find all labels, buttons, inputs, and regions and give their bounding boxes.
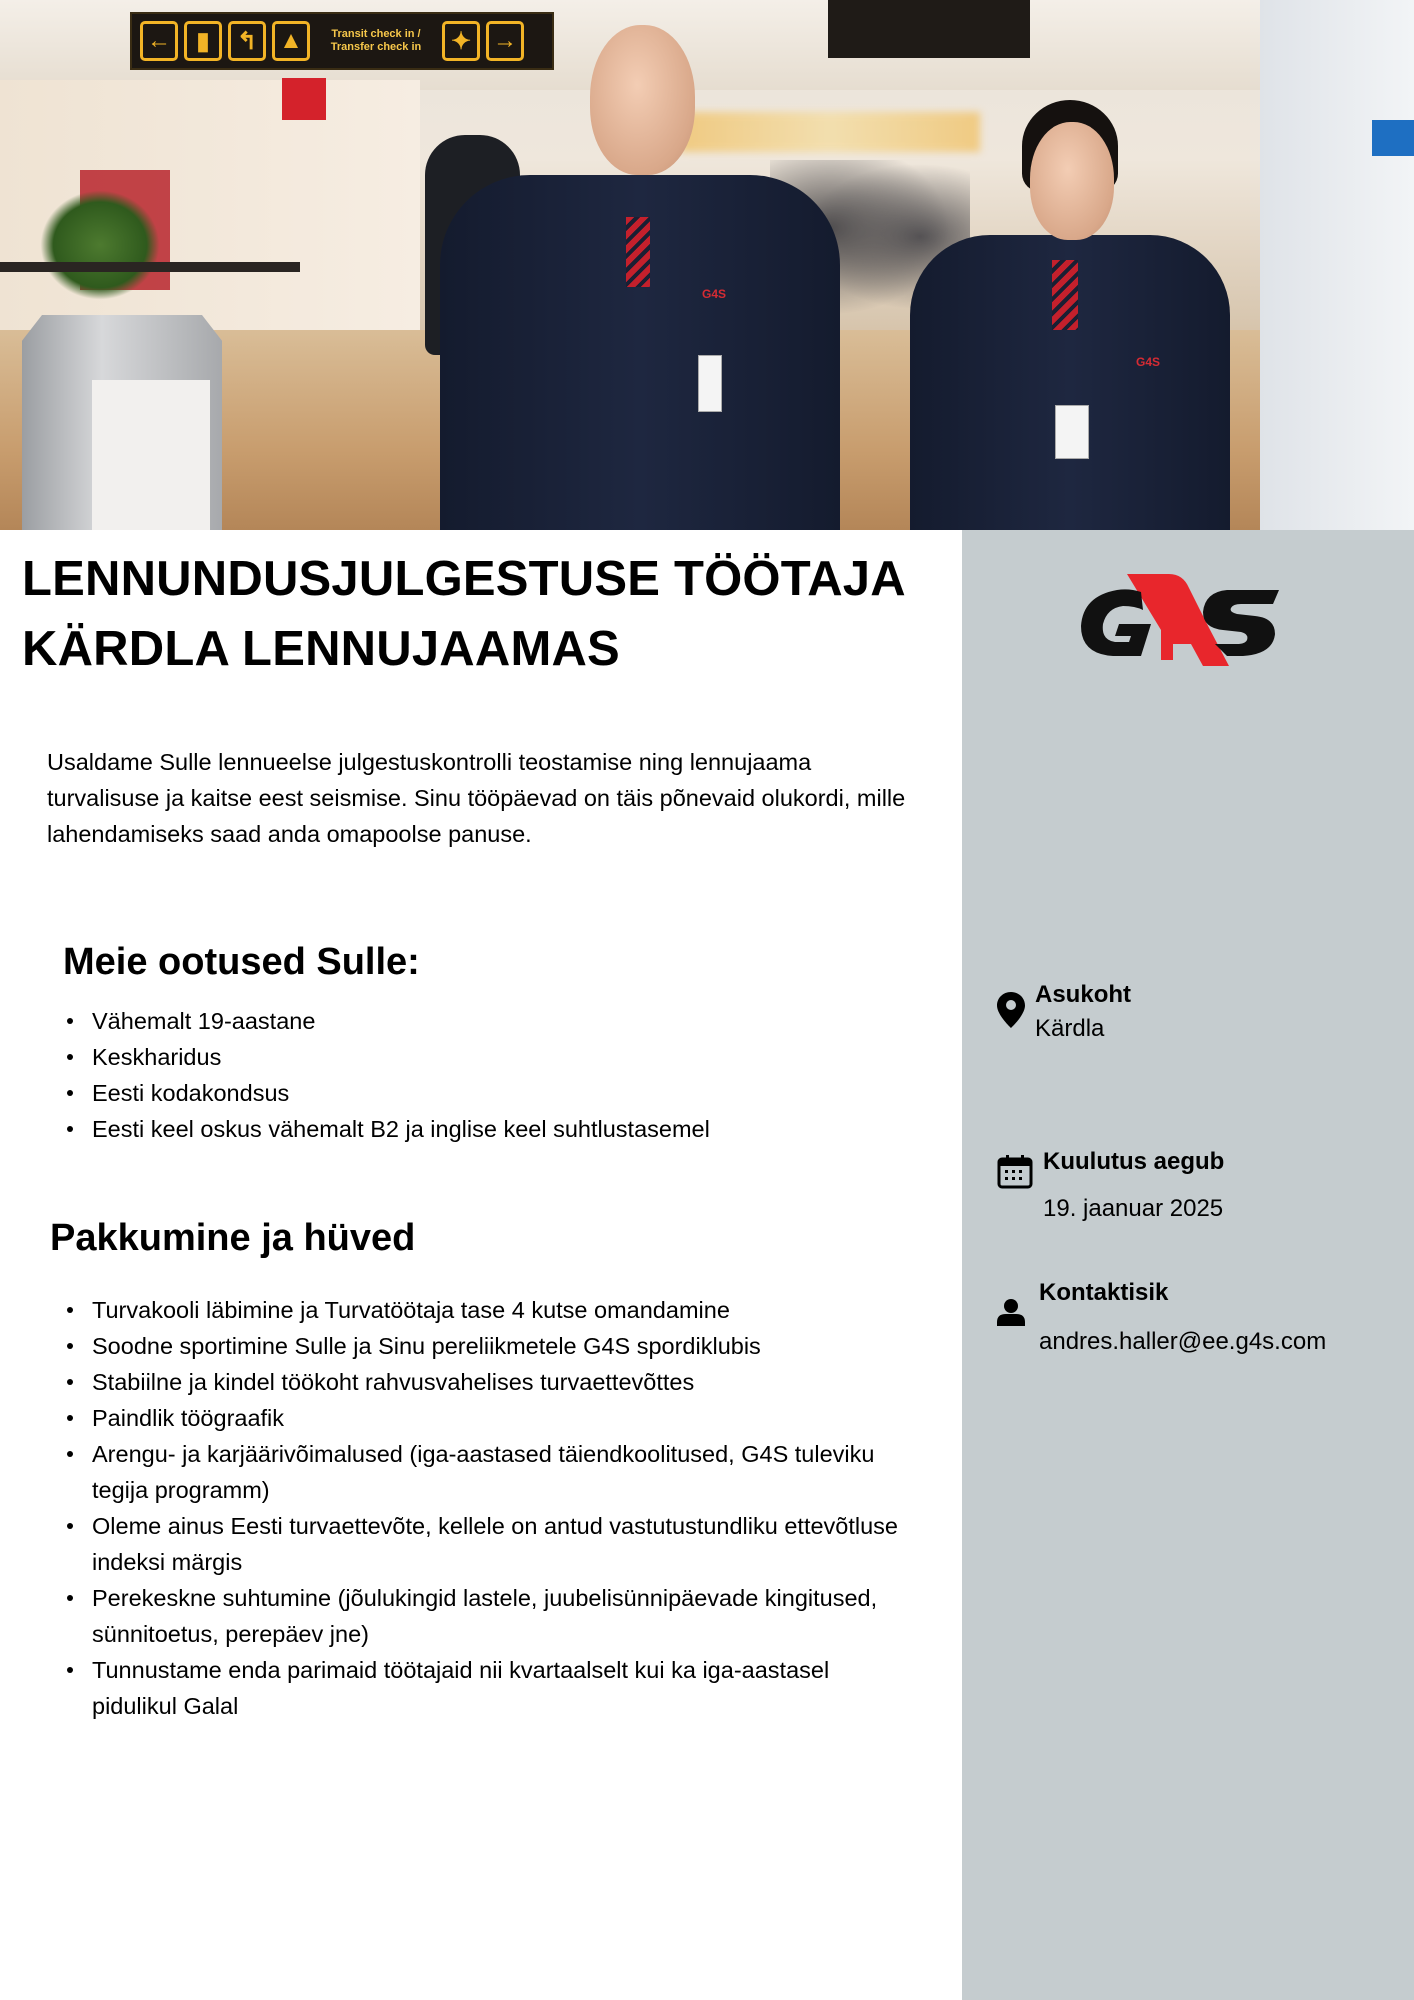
toilet-man-icon: ▮	[184, 21, 222, 61]
contact-email[interactable]: andres.haller@ee.g4s.com	[1039, 1328, 1327, 1355]
guard-female	[910, 100, 1230, 530]
plants	[40, 190, 160, 300]
striped-tie	[626, 217, 650, 287]
blue-sign	[1372, 120, 1414, 156]
arrow-left-icon: ←	[140, 21, 178, 61]
map-pin-icon	[997, 992, 1025, 1028]
offer-list	[47, 1292, 907, 1724]
info-sidebar	[962, 530, 1414, 2000]
id-badge	[698, 355, 722, 412]
cafe-counter	[0, 262, 300, 272]
list-item: Stabiilne ja kindel töökoht rahvusvahelises turvaettevõttes	[47, 1364, 907, 1400]
toilet-woman-icon: ▲	[272, 21, 310, 61]
list-item: Eesti keel oskus vähemalt B2 ja inglise keel suhtlustasemel	[47, 1111, 927, 1147]
person-icon	[997, 1298, 1025, 1326]
list-item: Keskharidus	[47, 1039, 927, 1075]
expectations-heading: Meie ootused Sulle:	[63, 941, 420, 983]
plane-icon: ✦	[442, 21, 480, 61]
list-item: Paindlik töögraafik	[47, 1400, 907, 1436]
location-value: Kärdla	[1035, 1015, 1105, 1042]
list-item: Perekeskne suhtumine (jõulukingid lastele, juubelisünnipäevade kingitused, sünnitoetus, perepäev jne)	[47, 1580, 907, 1652]
face	[590, 25, 695, 175]
job-title-line-1: LENNUNDUSJULGESTUSE TÖÖTAJA	[22, 552, 906, 606]
striped-scarf	[1052, 260, 1078, 330]
g4s-patch-icon: G4S	[1136, 355, 1161, 369]
list-item: Tunnustame enda parimaid töötajaid nii kvartaalselt kui ka iga-aastasel pidulikul Galal	[47, 1652, 907, 1724]
guard-male	[440, 25, 840, 530]
id-badge	[1055, 405, 1089, 459]
list-item: Turvakooli läbimine ja Turvatöötaja tase 4 kutse omandamine	[47, 1292, 907, 1328]
list-item: Soodne sportimine Sulle ja Sinu pereliikmetele G4S spordiklubis	[47, 1328, 907, 1364]
expiry-date: 19. jaanuar 2025	[1043, 1195, 1224, 1222]
location-label: Asukoht	[1035, 981, 1131, 1008]
job-title-line-2: KÄRDLA LENNUJAAMAS	[22, 622, 620, 676]
sign-text: Transit check in / Transfer check in	[330, 28, 422, 53]
g4s-patch-icon: G4S	[702, 287, 727, 301]
lounge-advert	[92, 380, 210, 530]
calendar-icon	[997, 1155, 1033, 1189]
expiry-label: Kuulutus aegub	[1043, 1148, 1225, 1175]
intro-paragraph: Usaldame Sulle lennueelse julgestuskontrolli teostamise ning lennujaama turvalisuse ja kaitse eest seismise. Sinu tööpäevad on täis põnevaid olukordi, mille lahendamiseks saad anda omapoolse panuse.	[47, 749, 906, 847]
main-content	[0, 530, 962, 2000]
cafe-sign	[282, 78, 326, 120]
offer-heading: Pakkumine ja hüved	[50, 1217, 416, 1259]
turn-icon: ↰	[228, 21, 266, 61]
expectations-list	[47, 1003, 927, 1147]
terminal-pillar	[1260, 0, 1414, 530]
face	[1030, 122, 1114, 240]
g4s-logo	[1079, 574, 1285, 666]
arrow-right-icon: →	[486, 21, 524, 61]
list-item: Arengu- ja karjäärivõimalused (iga-aastased täiendkoolitused, G4S tuleviku tegija programm)	[47, 1436, 907, 1508]
hero-photo	[0, 0, 1414, 530]
overhead-sign	[828, 0, 1030, 58]
contact-label: Kontaktisik	[1039, 1279, 1169, 1306]
job-title	[22, 544, 952, 684]
list-item: Eesti kodakondsus	[47, 1075, 927, 1111]
list-item: Vähemalt 19-aastane	[47, 1003, 927, 1039]
list-item: Oleme ainus Eesti turvaettevõte, kellele on antud vastutustundliku ettevõtluse indeksi märgis	[47, 1508, 907, 1580]
